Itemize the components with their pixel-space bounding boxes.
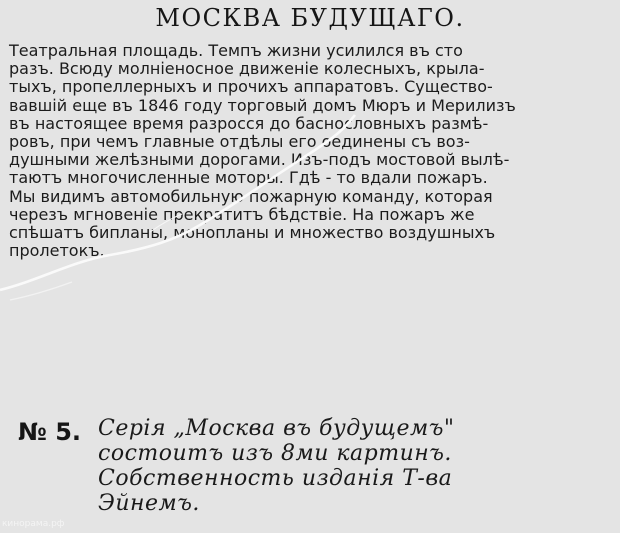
body-line: таютъ многочисленные моторы. Гдѣ - то вдали пожаръ. — [9, 168, 488, 188]
body-line: спѣшатъ бипланы, монопланы и множество воздушныхъ — [9, 223, 496, 243]
handwritten-line: Серія „Москва въ будущемъ" — [98, 416, 455, 441]
handwritten-line: Эйнемъ. — [98, 491, 200, 516]
watermark: кинорама.рф — [2, 519, 65, 529]
body-line: Театральная площадь. Темпъ жизни усилился въ сто — [9, 41, 463, 60]
body-paragraph — [9, 42, 613, 260]
handwritten-line: состоитъ изъ 8ми картинъ. — [98, 441, 452, 466]
body-line: тыхъ, пропеллерныхъ и прочихъ аппаратовъ. Существо- — [9, 77, 493, 97]
handwritten-line: Собственность изданія Т-ва — [98, 466, 453, 491]
body-line: въ настоящее время разросся до баснословныхъ размѣ- — [9, 113, 489, 133]
body-line: ровъ, при чемъ главные отдѣлы его оединены съ воз- — [9, 132, 470, 152]
handwritten-note — [98, 416, 618, 516]
body-line: пролетокъ. — [9, 241, 105, 261]
series-number: № 5. — [18, 418, 82, 446]
document-title: МОСКВА БУДУЩАГО. — [155, 4, 465, 32]
body-line: разъ. Всюду молніеносное движеніе колесныхъ, крыла- — [9, 59, 485, 79]
body-line: Мы видимъ автомобильную пожарную команду, которая — [9, 186, 493, 206]
body-line: душными желѣзными дорогами. Изъ-подъ мостовой вылѣ- — [9, 150, 510, 170]
body-line: вавшій еще въ 1846 году торговый домъ Мюръ и Мерилизъ — [9, 95, 516, 115]
body-line: черезъ мгновеніе прекратитъ бѣдствіе. На пожаръ же — [9, 204, 475, 224]
